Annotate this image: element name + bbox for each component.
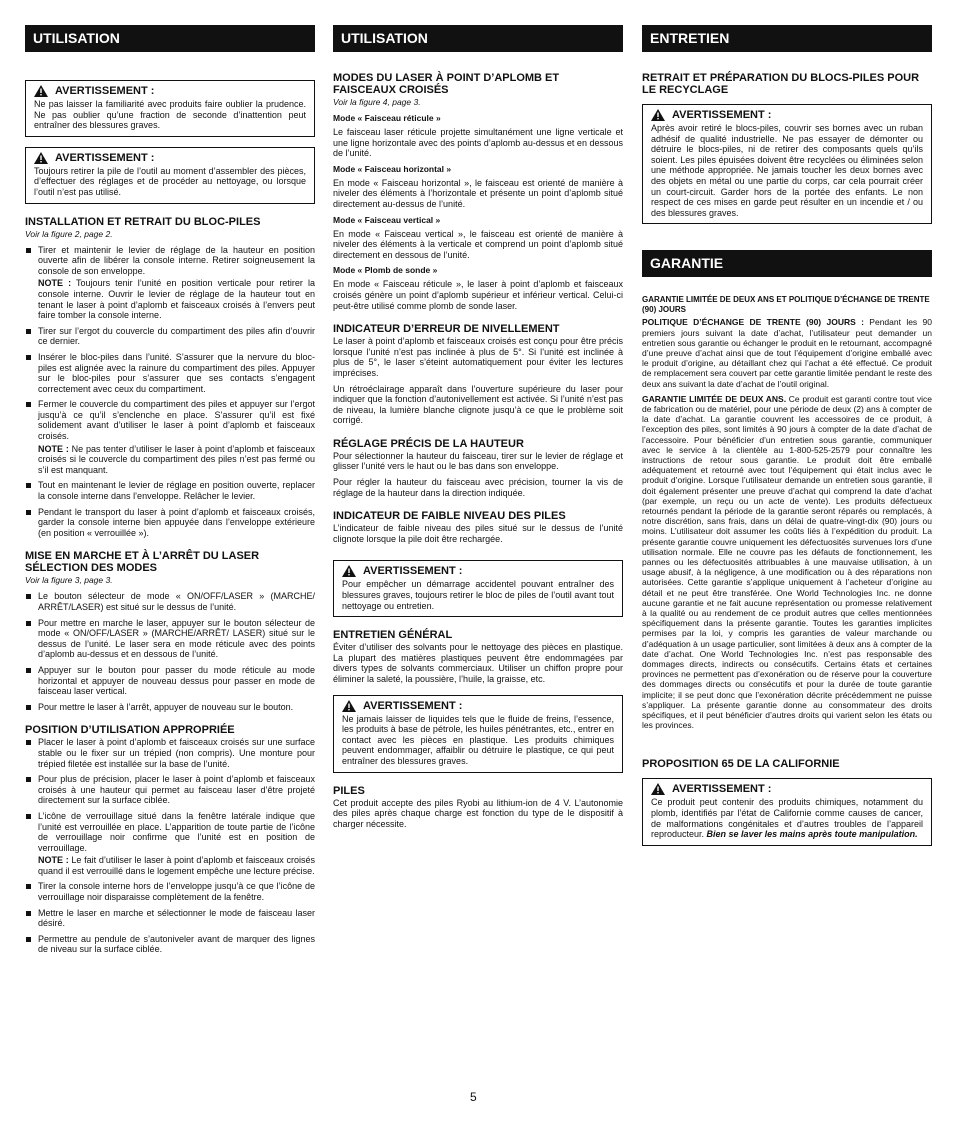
warning-text: Ne pas laisser la familiarité avec produits faire oublier la prudence. Ne pas oublier qu’une fraction de seconde d’inattention peut entraîner des blessures graves. [34,99,306,131]
list-item: Mettre le laser en marche et sélectionner le mode de faisceau laser désiré. [25,908,315,929]
mode-text: Le faisceau laser réticule projette simultanément une ligne verticale et une ligne horizontale avec des points d’aplomb au-dessus et en dessous de l’unité. [333,127,623,159]
list-item: L’icône de verrouillage situé dans la fenêtre latérale indique que l’unité est verrouillée en place. L’apparition de toute partie de l’icône de verrouillage noir confirme que l’unité est en position de verrouillage. NOTE : Le fait d’utiliser le laser à point d’aplomb et faisceaux croisés quand il est verrouillé dans le logement empêche une lecture précise. [25,811,315,877]
warning-text: Ne jamais laisser de liquides tels que le fluide de freins, l’essence, les produits à base de pétrole, les huiles pénétrantes, etc., entrer en contact avec les pièces en plastique. Les produits chimiques peuvent endommager, affaiblir ou détruire le plastique, ce qui peut entraîner des blessures graves. [342,713,614,766]
warning-triangle-icon [34,152,48,164]
warning-text: Pour empêcher un démarrage accidentel pouvant entraîner des blessures graves, toujours retirer le bloc de piles de l’outil avant tout nettoyage ou entretien. [342,579,614,611]
paragraph: Le laser à point d’aplomb et faisceaux croisés est conçu pour être précis lorsque l’unité n’est pas inclinée à plus de 5°. Si l’unité est inclinée à plus de 5°, le laser s’éteint automatiquement pour éviter les lectures imprécises. [333,336,623,378]
note: NOTE : Toujours tenir l’unité en position verticale pour retirer la console interne. Ouvrir le levier de réglage de la hauteur tout en tenant le laser à point d’aplomb et faisceaux croisés à l’envers peut faire tomber la console interne. [38,278,315,321]
list-item: Pendant le transport du laser à point d’aplomb et faisceaux croisés, garder la console interne bien appuyée dans l’enveloppe extérieure (en position « verrouillée »). [25,507,315,539]
list-item: Tirer et maintenir le levier de réglage de la hauteur en position ouverte afin de libérer la console interne. Retirer soigneusement la console de son enveloppe. NOTE : Toujours tenir l’unité en position verticale pour retirer la console interne. Ouvrir le levier de réglage de la hauteur tout en tenant le laser à point d’aplomb et faisceaux croisés à l’envers peut faire tomber la console interne. [25,245,315,321]
warning-box [642,778,932,845]
mode-label: Mode « Plomb de sonde » [333,265,438,276]
position-list [25,737,315,955]
warning-triangle-icon [342,700,356,712]
position-heading: POSITION D’UTILISATION APPROPRIÉE [25,724,235,737]
warning-triangle-icon [651,109,665,121]
figure-ref: Voir la figure 2, page 2. [25,228,113,239]
onoff-heading: MISE EN MARCHE ET À L’ARRÊT DU LASER SÉLECTION DES MODES [25,550,260,575]
figure-ref: Voir la figure 3, page 3. [25,575,113,586]
height-heading: RÉGLAGE PRÉCIS DE LA HAUTEUR [333,437,524,450]
warranty-body [642,295,932,730]
piles-heading: PILES [333,784,365,797]
list-item: Permettre au pendule de s’autoniveler avant de marquer des lignes de niveau sur la surface ciblée. [25,934,315,955]
list-item: Placer le laser à point d’aplomb et faisceaux croisés sur une surface stable ou le fixer sur un trépied (non compris). Une monture pour trépied filetée est installée sur la base de l’unité. [25,737,315,769]
warning-text: Ce produit peut contenir des produits chimiques, notamment du plomb, identifiés par l’état de Californie comme causes de cancer, de malformations congénitales et d’autres troubles de l’appareil reproducteur. Bien se laver les mains après toute manipulation. [651,797,923,840]
modes-heading: MODES DU LASER À POINT D’APLOMB ET FAISCEAUX CROISÉS [333,72,560,96]
warranty-title: GARANTIE LIMITÉE DE DEUX ANS ET POLITIQUE D’ÉCHANGE DE TRENTE (90) JOURS [642,295,930,314]
note: NOTE : Le fait d’utiliser le laser à point d’aplomb et faisceaux croisés quand il est verrouillé dans le logement empêche une lecture précise. [38,855,316,876]
page-number: 5 [470,1090,477,1104]
paragraph: Éviter d’utiliser des solvants pour le nettoyage des pièces en plastique. La plupart des matières plastiques peuvent être endommagées par divers types de solvants commerciaux. Utiliser un chiffon propre pour éliminer la saleté, la poussière, l’huile, la graisse, etc. [333,642,623,684]
warning-title: AVERTISSEMENT : [363,699,463,712]
warning-box [25,147,315,204]
prop65-heading: PROPOSITION 65 DE LA CALIFORNIE [642,758,840,771]
recycle-heading: RETRAIT ET PRÉPARATION DU BLOCS-PILES POUR LE RECYCLAGE [642,72,920,96]
warning-box [25,80,315,137]
mode-text: En mode « Faisceau vertical », le faisceau est orienté de manière à niveler des éléments à la verticale et comprend un point d’aplomb situé directement en dessous de l’unité. [333,228,623,260]
column-1 [25,25,315,960]
warning-title: AVERTISSEMENT : [55,151,155,164]
list-item: Pour mettre le laser à l’arrêt, appuyer de nouveau sur le bouton. [25,702,315,713]
column-2 [333,25,623,834]
mode-label: Mode « Faisceau horizontal » [333,163,452,174]
list-item: Pour mettre en marche le laser, appuyer sur le bouton sélecteur de mode « ON/OFF/LASER » (MARCHE/ARRÊT/ LASER) situé sur le dessus de l’unité. Le laser sera en mode réticule avec des points d’aplomb au-dessus et en dessous de l’unité. [25,618,315,660]
mode-text: En mode « Faisceau réticule », le laser à point d’aplomb et faisceaux croisés génère un point d’aplomb supérieur et inférieur vertical. Celui-ci peut-être utilisé comme plomb de sonde laser. [333,279,623,311]
list-item: Tirer sur l’ergot du couvercle du compartiment des piles afin d’ouvrir ce dernier. [25,326,315,347]
note: NOTE : Ne pas tenter d’utiliser le laser à point d’aplomb et faisceaux croisés si le couvercle du compartiment des piles n’est pas fermé ou s’il est manquant. [38,443,315,475]
warning-text: Toujours retirer la pile de l’outil au moment d’assembler des pièces, d’effectuer des réglages et de procéder au nettoyage, ou lorsque l’outil n’est pas utilisé. [34,165,306,197]
warning-text: Après avoir retiré le blocs-piles, couvrir ses bornes avec un ruban adhésif de qualité industrielle. Ne pas essayer de démonter ou détruire le blocs-piles, ni de retirer des composants quels qu’ils soient. Les piles épuisées doivent être recyclées ou éliminées selon une méthode appropriée. Ne jamais toucher les deux bornes avec des objets en métal ou une partie du corps, car cela pourrait créer un court-circuit. Garder hors de la portée des enfants. Le non respect de ces mises en garde peut résulter en un incendie et / ou des blessures graves. [651,123,923,218]
column-3 [642,25,932,846]
install-heading: INSTALLATION ET RETRAIT DU BLOC-PILES [25,215,261,228]
onoff-list [25,591,315,712]
section-header-entretien: ENTRETIEN [642,25,932,52]
warning-title: AVERTISSEMENT : [672,783,772,796]
warning-triangle-icon [342,565,356,577]
list-item: Tirer la console interne hors de l’enveloppe jusqu’à ce que l’icône de verrouillage noir disparaisse complètement de la fenêtre. [25,881,315,902]
mode-label: Mode « Faisceau réticule » [333,113,441,123]
paragraph: Cet produit accepte des piles Ryobi au lithium-ion de 4 V. L’autonomie des piles après chaque charge est fonction du type de le dispositif à charger nécessite. [333,797,623,829]
warning-box [642,104,932,224]
warranty-paragraph: POLITIQUE D’ÉCHANGE DE TRENTE (90) JOURS : Pendant les 90 premiers jours suivant la date d’achat, l’utilisateur peut demander un entretien sous garantie ou échanger le produit en le retournant, accompagné d’une preuve d’achat ainsi que de tout l’équipement d’origine emballé avec le produit d’origine, au détaillant chez qui l’achat a été effectué. Ce produit de remplacement sera couvert par cette garantie limitée pendant le reste des deux ans suivant la date d’achat de l’outil original. [642,317,932,389]
list-item: Tout en maintenant le levier de réglage en position ouverte, replacer la console interne dans l’enveloppe. Relâcher le levier. [25,480,315,501]
warning-title: AVERTISSEMENT : [55,85,155,97]
paragraph: Pour régler la hauteur du faisceau avec précision, tourner la vis de réglage de la hauteur dans la direction indiquée. [333,477,623,498]
mode-text: En mode « Faisceau horizontal », le faisceau est orienté de manière à niveler des éléments à l’horizontale et présente un point d’aplomb situé directement au-dessus de l’unité. [333,177,623,209]
list-item: Pour plus de précision, placer le laser à point d’aplomb et faisceaux croisés à une hauteur qui permet au faisceau laser d’être projeté directement sur la surface ciblée. [25,774,315,806]
figure-ref: Voir la figure 4, page 3. [333,97,421,107]
warning-triangle-icon [34,85,48,97]
warning-box [333,560,623,617]
section-header-utilisation: UTILISATION [25,25,315,52]
section-header-utilisation: UTILISATION [333,25,623,52]
warning-box [333,695,623,773]
mode-label: Mode « Faisceau vertical » [333,214,441,225]
lowbat-heading: INDICATEUR DE FAIBLE NIVEAU DES PILES [333,510,566,523]
list-item: Fermer le couvercle du compartiment des piles et appuyer sur l’ergot jusqu’à ce qu’il s’enclenche en place. S’assurer qu’il est fixé solidement avant d’utiliser le laser à point d’aplomb et faisceaux croisés. NOTE : Ne pas tenter d’utiliser le laser à point d’aplomb et faisceaux croisés si le couvercle du compartiment des piles n’est pas fermé ou s’il est manquant. [25,399,315,475]
paragraph: Un rétroéclairage apparaît dans l’ouverture supérieure du laser pour indiquer que la fonction d’autonivellement est activée. Si l’unité n’est pas de niveau, la lumière blanche clignote jusqu’à ce que le problème soit corrigé. [333,383,623,426]
section-header-garantie: GARANTIE [642,250,932,277]
warning-triangle-icon [651,783,665,795]
paragraph: Pour sélectionner la hauteur du faisceau, tirer sur le levier de réglage et glisser l’unité vers le haut ou le bas dans son enveloppe. [333,450,623,472]
list-item: Le bouton sélecteur de mode « ON/OFF/LASER » (MARCHE/ ARRÊT/LASER) est situé sur le dessus de l’unité. [25,591,315,612]
maint-heading: ENTRETIEN GÉNÉRAL [333,629,453,642]
install-list [25,245,315,539]
paragraph: L’indicateur de faible niveau des piles situé sur le dessus de l’unité clignote lorsque la pile doit être rechargée. [333,523,623,544]
warning-title: AVERTISSEMENT : [363,565,463,578]
list-item: Insérer le bloc-piles dans l’unité. S’assurer que la nervure du bloc-piles est alignée avec la rainure du compartiment des piles. Appuyer sur le bloc-piles pour s’assurer que ses contacts s’engagent correctement avec ceux du compartiment. [25,352,315,394]
warranty-paragraph: GARANTIE LIMITÉE DE DEUX ANS. Ce produit est garanti contre tout vice de fabrication ou de matériel, pour une période de deux (2) ans à compter de la date d’achat. La garantie couvrent les accessoires de ce produit, à l’exception des piles, sont limités à 90 jours à compter de la date d’achat de l’accessoire. Pour bénéficier d’un entretien sous garantie, communiquer avec le service à la clientèle au 1-800-525-2579 pour connaître les instructions de retour sous garantie. Le produit doit être emballé adéquatement et retourné avec tout l’équipement qui était inclus avec le produit d’origine. Lorsque l’utilisateur demande un entretien sous garantie, il doit également présenter une preuve d’achat qui comprend la date d’achat (par exemple, un reçu ou un acte de vente). Les produits défectueux retournés pendant la période de la garantie seront réparés ou remplacés, à notre discrétion, sans frais, dans un délai de quatre-vingt-dix (90) jours ou moins. L’utilisateur doit assumer les coûts liés à l’expédition du produit. La présente garantie couvre uniquement les défectuosités survenues lors d’une utilisation normale. Elle ne couvre pas les défauts de fonctionnement, les pannes ou les défectuosités attribuables à une mauvaise utilisation, à un usage abusif, à la négligence, à une modification ou à des réparations non autorisées. Cette garantie s’applique uniquement à l’acheteur d’origine au détail et ne peut être transférée. One World Technologies Inc. ne donne aucune garantie et ne fait aucune représentation ou promesse relativement à la qualité ou au rendement de ce produit autres que celles mentionnées spécifiquement dans la présente garantie. Toutes les garanties implicites permises par la loi, y compris les garanties de valeur marchande ou d’adéquation à un usage particulier, sont limitées à deux ans à compter de la date d’achat. One World Technologies Inc. n’est pas responsable des dommages directs, indirects ou consécutifs. Certains états et certaines provinces ne permettent pas d’exonération ou de réserve pour la couverture des dommages directs ou consécutifs et pour la durée de toute garantie implicite; il se peut donc que l’exonération décrite précédemment ne puisse s’appliquer. La présente garantie donne au consommateur des droits spécifiques, et il peut bénéficier d’autres droits qui varient selon les états ou les provinces. [642,393,933,731]
warning-title: AVERTISSEMENT : [672,109,772,121]
error-heading: INDICATEUR D’ERREUR DE NIVELLEMENT [333,323,560,336]
list-item: Appuyer sur le bouton pour passer du mode réticule au mode horizontal et appuyer de nouveau dessus pour passer en mode de faisceau laser vertical. [25,665,315,697]
